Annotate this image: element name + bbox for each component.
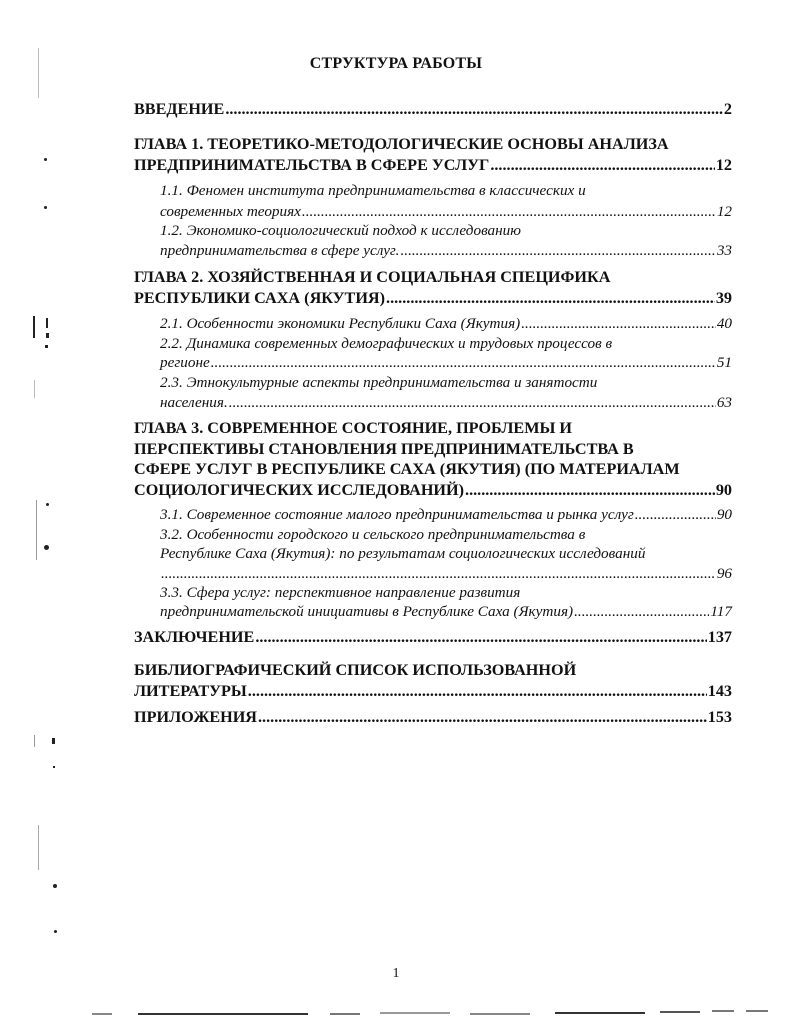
toc-entry-appendix[interactable] [134,708,732,727]
toc-page-number: 90 [716,506,732,523]
scan-artifact [712,1010,734,1012]
scan-artifact [46,333,49,338]
toc-entry-text: ПРИЛОЖЕНИЯ [134,708,257,726]
scan-artifact [33,316,35,338]
toc-entry-text: регионе [160,354,210,371]
toc-entry-text: 1.2. Экономико-социологический подход к исследованию [160,222,521,239]
toc-entry-conclusion[interactable] [134,628,732,647]
scan-artifact [92,1013,112,1015]
toc-section-1-2-title[interactable] [160,222,732,240]
scan-artifact [38,825,39,870]
leader-dots [521,315,716,333]
leader-dots [490,156,714,175]
toc-section-3-3[interactable] [160,603,732,621]
scan-artifact [46,318,48,328]
leader-dots [248,682,707,701]
toc-chapter-3-title-3[interactable] [134,460,732,479]
toc-chapter-3-title-2[interactable] [134,440,732,459]
toc-section-2-1[interactable] [160,315,732,333]
toc-entry-text: СФЕРЕ УСЛУГ В РЕСПУБЛИКЕ САХА (ЯКУТИЯ) (ПО МАТЕРИАЛАМ [134,460,680,478]
scan-artifact [330,1013,360,1015]
toc-entry-bibliography[interactable] [134,682,732,701]
toc-page-number: 143 [707,682,732,700]
scan-artifact [53,884,57,888]
leader-dots [211,354,716,372]
leader-dots [386,289,715,308]
scan-artifact [45,345,48,348]
toc-entry-text: ВВЕДЕНИЕ [134,100,225,118]
toc-entry-text: 1.1. Феномен института предпринимательства в классических и [160,182,586,199]
scan-artifact [380,1012,450,1014]
scan-artifact [660,1011,700,1013]
toc-entry-text: БИБЛИОГРАФИЧЕСКИЙ СПИСОК ИСПОЛЬЗОВАННОЙ [134,661,577,679]
toc-section-2-2-title[interactable] [160,335,732,353]
toc-entry-text: ПРЕДПРИНИМАТЕЛЬСТВА В СФЕРЕ УСЛУГ [134,156,490,174]
toc-entry-text: 3.3. Сфера услуг: перспективное направление развития [160,584,521,601]
leader-dots [161,565,716,583]
toc-page-number: 137 [707,628,732,646]
scan-artifact [46,503,49,506]
toc-entry-intro[interactable] [134,100,732,119]
toc-page-number: 12 [716,203,732,220]
toc-section-1-1-title[interactable] [160,182,732,200]
scan-artifact [53,766,55,768]
toc-chapter-3[interactable] [134,481,732,500]
toc-entry-text: ГЛАВА 3. СОВРЕМЕННОЕ СОСТОЯНИЕ, ПРОБЛЕМЫ И [134,419,573,437]
toc-section-3-2-title-1[interactable] [160,526,732,544]
leader-dots [302,203,716,221]
toc-section-1-1[interactable] [160,203,732,221]
toc-entry-text: 3.2. Особенности городского и сельского предпринимательства в [160,526,586,543]
scan-artifact [36,500,37,560]
leader-dots [225,100,723,119]
toc-entry-text: РЕСПУБЛИКИ САХА (ЯКУТИЯ) [134,289,386,307]
toc-page-number: 51 [716,354,732,371]
toc-entry-text: современных теориях [160,203,301,220]
toc-chapter-1-title[interactable] [134,135,732,154]
toc-entry-text: ГЛАВА 2. ХОЗЯЙСТВЕННАЯ И СОЦИАЛЬНАЯ СПЕЦИФИКА [134,268,611,286]
toc-section-2-3-title[interactable] [160,374,732,392]
leader-dots [635,506,716,524]
toc-page-number: 63 [716,394,732,411]
page-number: 1 [392,966,400,981]
toc-section-2-3[interactable] [160,394,732,412]
scan-artifact [34,735,35,747]
scan-artifact [555,1012,645,1014]
leader-dots [574,603,709,621]
toc-page-number: 90 [715,481,732,499]
toc-page-number: 12 [715,156,732,174]
scan-artifact [44,206,47,209]
leader-dots [258,708,707,727]
toc-section-3-3-title[interactable] [160,584,732,602]
toc-chapter-2[interactable] [134,289,732,308]
toc-entry-text: 3.1. Современное состояние малого предпринимательства и рынка услуг [160,506,634,523]
toc-section-3-2[interactable] [160,565,732,583]
toc-entry-text: ЗАКЛЮЧЕНИЕ [134,628,255,646]
scan-artifact [52,738,55,744]
toc-page-number: 96 [716,565,732,582]
scan-artifact [44,158,47,161]
toc-entry-text: ГЛАВА 1. ТЕОРЕТИКО-МЕТОДОЛОГИЧЕСКИЕ ОСНОВЫ АНАЛИЗА [134,135,669,153]
scan-artifact [34,380,35,398]
toc-entry-text: 2.1. Особенности экономики Республики Саха (Якутия) [160,315,521,332]
leader-dots [465,481,715,500]
toc-chapter-3-title-1[interactable] [134,419,732,438]
scan-artifact [38,48,39,98]
toc-section-1-2[interactable] [160,242,732,260]
toc-page-number: 117 [710,603,732,620]
toc-chapter-1[interactable] [134,156,732,175]
scan-artifact [138,1013,308,1015]
toc-section-3-2-title-2[interactable] [160,545,732,563]
toc-page-number: 153 [707,708,732,726]
toc-entry-text: предпринимательства в сфере услуг. [160,242,400,259]
toc-entry-text: СОЦИОЛОГИЧЕСКИХ ИССЛЕДОВАНИЙ) [134,481,465,499]
toc-entry-text: предпринимательской инициативы в Республике Саха (Якутия) [160,603,574,620]
toc-chapter-2-title[interactable] [134,268,732,287]
leader-dots [255,628,706,647]
toc-section-2-2[interactable] [160,354,732,372]
scan-artifact [54,930,57,933]
toc-entry-text: ЛИТЕРАТУРЫ [134,682,247,700]
toc-entry-text: 2.2. Динамика современных демографических и трудовых процессов в [160,335,613,352]
toc-page-number: 39 [715,289,732,307]
scan-artifact [44,545,49,550]
toc-entry-text: ПЕРСПЕКТИВЫ СТАНОВЛЕНИЯ ПРЕДПРИНИМАТЕЛЬСТВА В [134,440,634,458]
scan-artifact [470,1013,530,1015]
leader-dots [229,394,716,412]
toc-section-3-1[interactable] [160,506,732,524]
toc-entry-text: населения. [160,394,228,411]
toc-page-number: 33 [716,242,732,259]
toc-entry-text: 2.3. Этнокультурные аспекты предпринимательства и занятости [160,374,598,391]
toc-page-number: 2 [723,100,732,118]
toc-page-number: 40 [716,315,732,332]
page-title: СТРУКТУРА РАБОТЫ [309,55,483,72]
toc-bibliography-title[interactable] [134,661,732,680]
scan-artifact [746,1010,768,1012]
toc-entry-text: Республике Саха (Якутия): по результатам социологических исследований [160,545,646,562]
leader-dots [400,242,715,260]
